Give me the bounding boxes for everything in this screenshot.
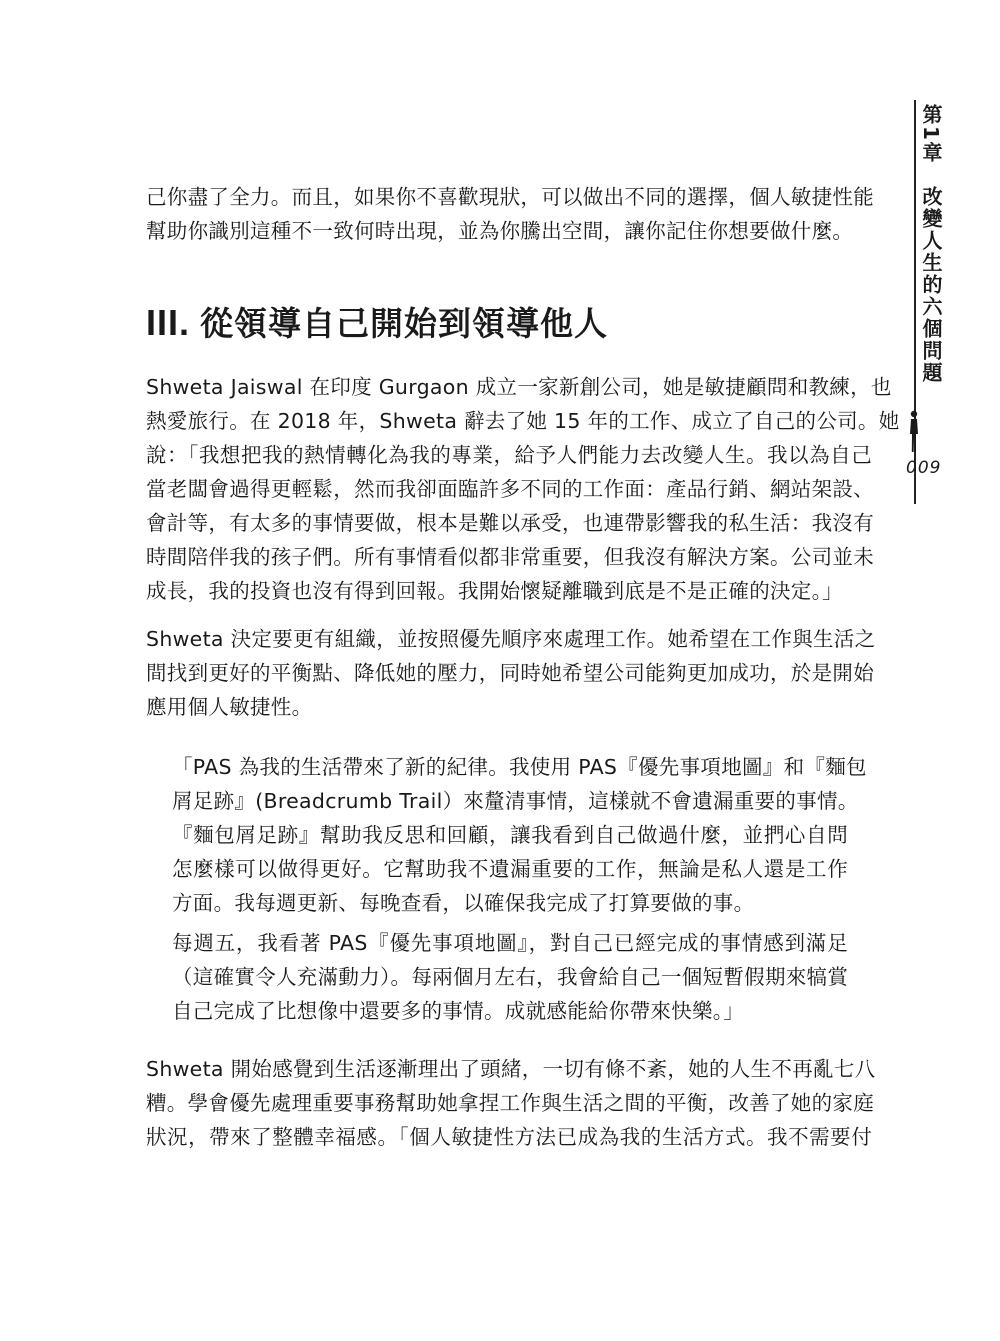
text-line: Shweta 決定要更有組織，並按照優先順序來處理工作。她希望在工作與生活之 xyxy=(146,627,876,651)
text-line: Shweta Jaiswal 在印度 Gurgaon 成立一家新創公司，她是敏捷顧問和教練，也 xyxy=(146,375,892,399)
paragraph-1 xyxy=(146,370,900,608)
text-line: 屑足跡』(Breadcrumb Trail）來釐清事情，這樣就不會遺漏重要的事情。 xyxy=(172,789,859,813)
text-line: 會計等，有太多的事情要做，根本是難以承受，也連帶影響我的私生活：我沒有 xyxy=(146,511,874,535)
text-line: 熱愛旅行。在 2018 年，Shweta 辭去了她 15 年的工作、成立了自己的公司。她 xyxy=(146,409,900,433)
block-quote-2 xyxy=(172,926,848,1028)
text-line: 當老闆會過得更輕鬆，然而我卻面臨許多不同的工作面：產品行銷、網站架設、 xyxy=(146,477,874,501)
text-line: 時間陪伴我的孩子們。所有事情看似都非常重要，但我沒有解決方案。公司並未 xyxy=(146,545,874,569)
text-line: 『麵包屑足跡』幫助我反思和回顧，讓我看到自己做過什麼，並捫心自問 xyxy=(172,823,848,847)
text-line: 每週五，我看著 PAS『優先事項地圖』，對自己已經完成的事情感到滿足 xyxy=(172,931,848,955)
text-line: 方面。我每週更新、每晚查看，以確保我完成了打算要做的事。 xyxy=(172,891,755,915)
chapter-title: 改變人生的六個問題 xyxy=(919,185,943,384)
chapter-number: 第1章 xyxy=(919,104,943,164)
text-line: 狀況，帶來了整體幸福感。「個人敏捷性方法已成為我的生活方式。我不需要付 xyxy=(146,1125,872,1149)
page-number: 009 xyxy=(906,458,942,478)
text-line: 己你盡了全力。而且，如果你不喜歡現狀，可以做出不同的選擇，個人敏捷性能 xyxy=(146,185,874,209)
paragraph-3 xyxy=(146,1052,876,1154)
text-line: 幫助你識別這種不一致何時出現，並為你騰出空間，讓你記住你想要做什麼。 xyxy=(146,219,854,243)
chapter-label xyxy=(920,104,942,384)
text-line: 糟。學會優先處理重要事務幫助她拿捏工作與生活之間的平衡，改善了她的家庭 xyxy=(146,1091,874,1115)
section-heading xyxy=(146,298,608,349)
text-line: （這確實令人充滿動力）。每兩個月左右，我會給自己一個短暫假期來犒賞 xyxy=(172,965,849,989)
text-line: 怎麼樣可以做得更好。它幫助我不遺漏重要的工作，無論是私人還是工作 xyxy=(172,857,848,881)
section-numeral: III. xyxy=(146,302,191,343)
block-quote-1 xyxy=(172,750,867,920)
text-line: 成長，我的投資也沒有得到回報。我開始懷疑離職到底是不是正確的決定。」 xyxy=(146,579,843,603)
paragraph-2 xyxy=(146,622,876,724)
text-line: 應用個人敏捷性。 xyxy=(146,695,313,719)
walking-person-icon xyxy=(906,410,922,454)
text-line: 「PAS 為我的生活帶來了新的紀律。我使用 PAS『優先事項地圖』和『麵包 xyxy=(172,755,867,779)
intro-paragraph xyxy=(146,180,872,248)
text-line: 說：「我想把我的熱情轉化為我的專業，給予人們能力去改變人生。我以為自己 xyxy=(146,443,872,467)
section-title: 從領導自己開始到領導他人 xyxy=(200,304,609,343)
text-line: 間找到更好的平衡點、降低她的壓力，同時她希望公司能夠更加成功，於是開始 xyxy=(146,661,874,685)
text-line: 自己完成了比想像中還要多的事情。成就感能給你帶來快樂。」 xyxy=(172,999,745,1023)
text-line: Shweta 開始感覺到生活逐漸理出了頭緒，一切有條不紊，她的人生不再亂七八 xyxy=(146,1057,876,1081)
